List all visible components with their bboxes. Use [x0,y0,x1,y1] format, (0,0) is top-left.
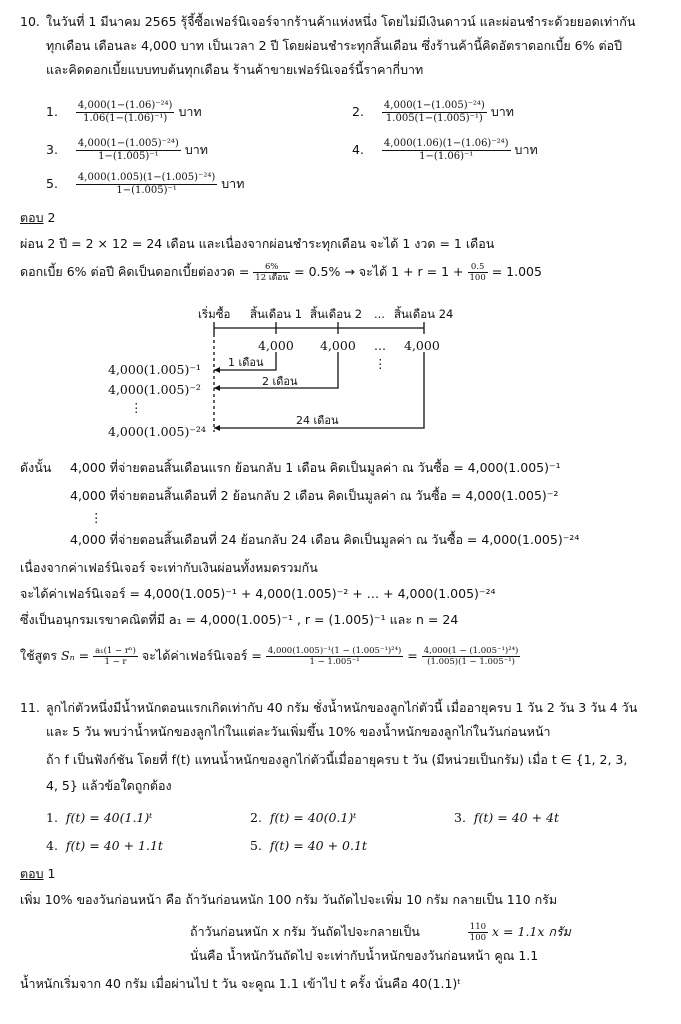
timeline-label-month24: สิ้นเดือน 24 [394,307,454,321]
sum-line: จะได้ค่าเฟอร์นิเจอร์ = 4,000(1.005)⁻¹ + 4,000(1.005)⁻² + … + 4,000(1.005)⁻²⁴ [20,586,496,601]
q11-text-line3: ถ้า f เป็นฟังก์ชัน โดยที่ f(t) แทนน้ำหนักของลูกไก่ตัวนี้เมื่ออายุครบ t วัน (มีหน่วยเป็นกรัม) เมื่อ t ∈ {1, 2, 3, [46,752,628,767]
payment-vdots: ⋮ [374,356,387,371]
formula-fraction: $\frac{\text{a₁(1 − rⁿ)}}{1 - r}$ [95,646,136,667]
q10-text-line2: ทุกเดือน เดือนละ 4,000 บาท เป็นเวลา 2 ปี โดยผ่อนชำระทุกสิ้นเดือน ซึ่งร้านค้านี้คิดอัตราดอกเบี้ย 6% ต่อปี [46,38,623,53]
rate-fraction-2: $\frac{0.5}{100}$ [469,262,486,283]
choice-number: 2. [352,104,364,119]
q10-number: 10. [20,14,40,29]
arrowhead-2 [214,385,220,391]
timeline-dots: ... [374,307,385,321]
thus-line-2: 4,000 ที่จ่ายตอนสิ้นเดือนที่ 2 ย้อนกลับ 2 เดือน คิดเป็นมูลค่า ณ วันซื้อ = 4,000(1.005)⁻² [70,488,559,503]
arrow-label-24-month: 24 เดือน [296,414,339,427]
q10-text-line1: ในวันที่ 1 มีนาคม 2565 รุ้จี้ซื้อเฟอร์นิเจอร์จากร้านค้าแห่งหนึ่ง โดยไม่มีเงินดาวน์ และผ่อนชำระด้วยยอดเท่ากัน [46,14,636,29]
unit-label: บาท [490,104,515,119]
thus-line-1: 4,000 ที่จ่ายตอนสิ้นเดือนแรก ย้อนกลับ 1 เดือน คิดเป็นมูลค่า ณ วันซื้อ = 4,000(1.005)⁻¹ [70,460,561,475]
answer-label: ตอบ [20,210,44,225]
timeline-label-month1: สิ้นเดือน 1 [250,307,303,321]
arrowhead-1 [214,367,220,373]
q10-solution-line2: ดอกเบี้ย 6% ต่อปี คิดเป็นดอกเบี้ยต่องวด = $\frac{6\%}{\text{12 เดือน}}$ = 0.5% → จะได้ 1 + r = 1 + $\frac{0.5}{100}$ = 1.005 [20,262,542,283]
present-value-24: 4,000(1.005)⁻²⁴ [108,424,206,439]
since-line: เนื่องจากค่าเฟอร์นิเจอร์ จะเท่ากับเงินผ่อนทั้งหมดรวมกัน [20,560,318,575]
arrow-label-1-month: 1 เดือน [228,356,264,369]
q11-choice-3: 3. f(t) = 40 + 4t [454,810,560,825]
formula-line: ใช้สูตร Sₙ = $\frac{\text{a₁(1 − rⁿ)}}{1 - r}$ จะได้ค่าเฟอร์นิเจอร์ = $\frac{\text{4,000(1.005)⁻¹(1 − (1.005⁻¹)²⁴)}}{\text{1 − 1.005⁻¹}}$ = $\frac{\text{4,000(1 − (1.005⁻¹)²⁴)}}{\text{(1.005)(1 − 1.005⁻¹)}}$ [20,646,519,667]
thus-label: ดังนั้น [20,460,52,475]
unit-label: บาท [514,142,538,157]
rate-fraction: $\frac{6\%}{\text{12 เดือน}}$ [255,262,289,283]
result-fraction-2: $\frac{\text{4,000(1 − (1.005⁻¹)²⁴)}}{\text{(1.005)(1 − 1.005⁻¹)}}$ [423,646,519,667]
ratio-fraction: $\frac{110}{100}$ [469,922,487,943]
q11-solution-line2: ถ้าวันก่อนหนัก x กรัม วันถัดไปจะกลายเป็น $\frac{110}{100}$ x = 1.1x กรัม [190,922,571,943]
q11-solution-line3: นั่นคือ น้ำหนักวันถัดไป จะเท่ากับน้ำหนักของวันก่อนหน้า คูณ 1.1 [190,948,539,963]
choice-fraction: $\frac{\text{4,000(1−(1.005)⁻²⁴)}}{\text{1.005(1−(1.005)⁻¹)}}$ [383,100,485,124]
timeline-label-month2: สิ้นเดือน 2 [310,307,363,321]
timeline-label-start: เริ่มซื้อ [198,307,231,321]
thus-vdots: ⋮ [90,510,103,525]
payment-month2: 4,000 [320,338,356,353]
present-value-1: 4,000(1.005)⁻¹ [108,362,201,377]
q11-text-line4: 4, 5} แล้วข้อใดถูกต้อง [46,778,172,793]
choice-fraction: $\frac{\text{4,000(1−(1.06)⁻²⁴)}}{\text{1.06(1−(1.06)⁻¹)}}$ [77,100,173,124]
q11-choice-4: 4. f(t) = 40 + 1.1t [46,838,163,853]
choice-fraction: $\frac{\text{4,000(1.06)(1−(1.06)⁻²⁴)}}{\text{1−(1.06)⁻¹}}$ [383,138,509,162]
choice-number: 3. [46,142,58,157]
choice-number: 4. [352,142,364,157]
q10-solution-line1: ผ่อน 2 ปี = 2 × 12 = 24 เดือน และเนื่องจากผ่อนชำระทุกเดือน จะได้ 1 งวด = 1 เดือน [20,236,495,251]
answer-value: 2 [47,210,56,225]
unit-label: บาท [221,176,245,191]
choice-number: 5. [46,176,58,191]
geometric-series-line: ซึ่งเป็นอนุกรมเรขาคณิตที่มี a₁ = 4,000(1.005)⁻¹ , r = (1.005)⁻¹ และ n = 24 [20,612,459,627]
present-value-vdots: ⋮ [130,400,143,415]
q11-text-line2: และ 5 วัน พบว่าน้ำหนักของลูกไก่ในแต่ละวันเพิ่มขึ้น 10% ของน้ำหนักของลูกไก่ในวันก่อนหน้า [46,724,551,739]
q10-text-line3: และคิดดอกเบี้ยแบบทบต้นทุกเดือน ร้านค้าขายเฟอร์นิเจอร์นี้ราคากี่บาท [46,62,424,77]
unit-label: บาท [184,142,209,157]
answer-label: ตอบ [20,866,44,881]
arrowhead-24 [214,425,220,431]
choice-fraction: $\frac{\text{4,000(1.005)(1−(1.005)⁻²⁴)}}{\text{1−(1.005)⁻¹}}$ [77,172,216,196]
q11-choice-1: 1. f(t) = 40(1.1)ᵗ [46,810,153,825]
present-value-2: 4,000(1.005)⁻² [108,382,201,397]
payment-month1: 4,000 [258,338,294,353]
q11-solution-line1: เพิ่ม 10% ของวันก่อนหน้า คือ ถ้าวันก่อนหนัก 100 กรัม วันถัดไปจะเพิ่ม 10 กรัม กลายเป็น 110 กรัม [20,892,558,907]
q11-choice-2: 2. f(t) = 40(0.1)ᵗ [250,810,357,825]
q11-number: 11. [20,700,40,715]
q11-text-line1: ลูกไก่ตัวหนึ่งมีน้ำหนักตอนแรกเกิดเท่ากับ 40 กรัม ชั่งน้ำหนักของลูกไก่ตัวนี้ เมื่ออายุครบ 1 วัน 2 วัน 3 วัน 4 วัน [46,700,638,715]
payment-dots: ... [374,338,386,353]
answer-value: 1 [47,866,56,881]
arrow-label-2-month: 2 เดือน [262,375,298,388]
q11-solution-line4: น้ำหนักเริ่มจาก 40 กรัม เมื่อผ่านไป t วัน จะคูณ 1.1 เข้าไป t ครั้ง นั่นคือ 40(1.1)ᵗ [20,976,461,991]
choice-fraction: $\frac{\text{4,000(1−(1.005)⁻²⁴)}}{\text{1−(1.005)⁻¹}}$ [77,138,179,162]
thus-line-24: 4,000 ที่จ่ายตอนสิ้นเดือนที่ 24 ย้อนกลับ 24 เดือน คิดเป็นมูลค่า ณ วันซื้อ = 4,000(1.005)⁻²⁴ [70,532,580,547]
choice-number: 1. [46,104,58,119]
unit-label: บาท [178,104,202,119]
result-fraction-1: $\frac{\text{4,000(1.005)⁻¹(1 − (1.005⁻¹)²⁴)}}{\text{1 − 1.005⁻¹}}$ [267,646,402,667]
q11-answer [20,866,56,882]
payment-month24: 4,000 [404,338,440,353]
q11-choice-5: 5. f(t) = 40 + 0.1t [250,838,367,853]
